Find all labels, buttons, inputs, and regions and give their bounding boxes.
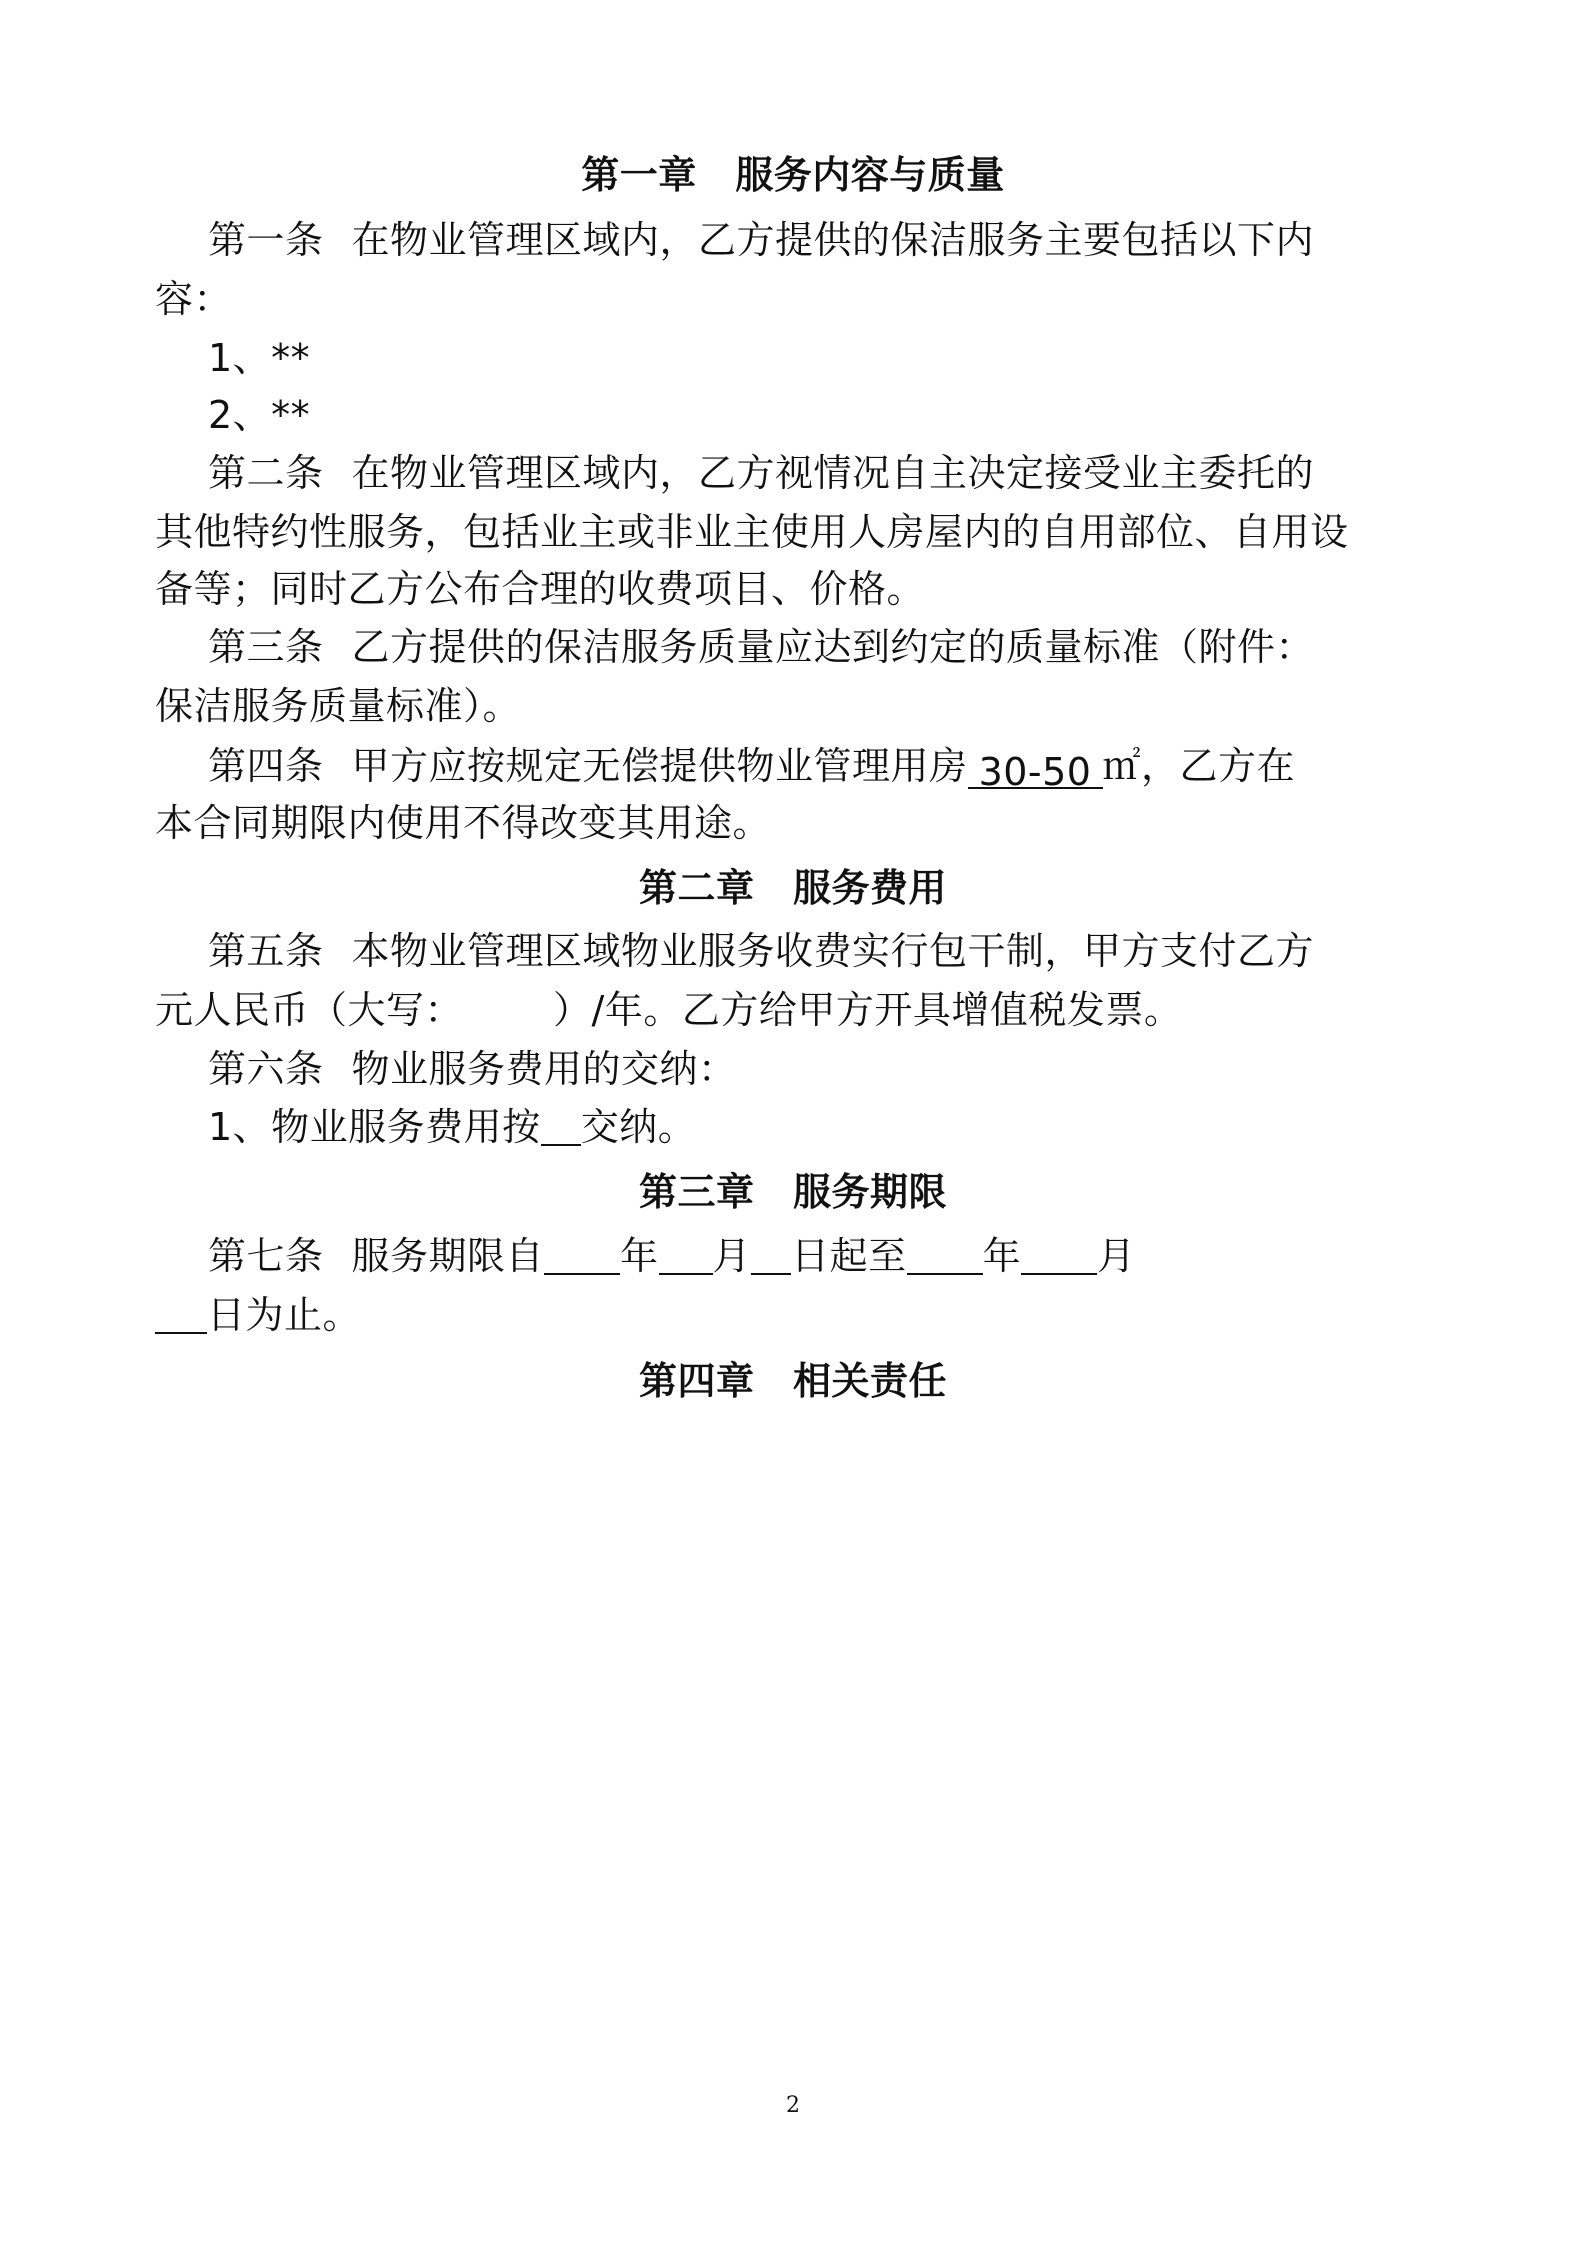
article6-item1 xyxy=(208,1102,696,1152)
end-day-blank xyxy=(155,1292,207,1334)
end-year-label: 年 xyxy=(982,1234,1022,1278)
article5-label: 第五条 xyxy=(208,929,324,973)
article5-line1 xyxy=(208,926,1314,976)
article7-line2 xyxy=(155,1290,361,1340)
article2-label: 第二条 xyxy=(208,451,324,495)
end-month-label: 月 xyxy=(1097,1234,1136,1278)
article1-label: 第一条 xyxy=(208,218,324,262)
article4-text-after: ㎡，乙方在 xyxy=(1102,744,1296,788)
article3-text: 乙方提供的保洁服务质量应达到约定的质量标准（附件： xyxy=(351,625,1315,669)
start-month-label: 月 xyxy=(712,1234,752,1278)
article5-text-b: ）/年。乙方给甲方开具增值税发票。 xyxy=(553,988,1183,1032)
chapter2-heading: 第二章 服务费用 xyxy=(638,866,947,910)
article3-line1 xyxy=(208,622,1314,672)
article6-item1-a: 1、物业服务费用按 xyxy=(208,1105,541,1149)
chapter1-heading: 第一章 服务内容与质量 xyxy=(581,153,1005,197)
end-year-blank xyxy=(907,1233,983,1275)
article7-line2-text: 日为止。 xyxy=(207,1293,362,1337)
article4-text-before: 甲方应按规定无偿提供物业管理用房 xyxy=(351,744,968,788)
article3-label: 第三条 xyxy=(208,625,324,669)
end-month-blank xyxy=(1021,1233,1097,1275)
article3-line2: 保洁服务质量标准）。 xyxy=(155,684,522,728)
article6-item1-b: 交纳。 xyxy=(580,1105,697,1149)
article1-item-1: 1、** xyxy=(208,336,311,380)
article4-label: 第四条 xyxy=(208,744,324,788)
area-value: 30-50 xyxy=(978,750,1092,794)
article4-line2: 本合同期限内使用不得改变其用途。 xyxy=(155,801,772,845)
chapter4-heading: 第四章 相关责任 xyxy=(638,1359,947,1403)
article2-line2: 其他特约性服务，包括业主或非业主使用人房屋内的自用部位、自用设 xyxy=(155,510,1349,554)
article1-item-2: 2、** xyxy=(208,393,311,437)
article2-text: 在物业管理区域内，乙方视情况自主决定接受业主委托的 xyxy=(351,451,1315,495)
article5-text: 本物业管理区域物业服务收费实行包干制，甲方支付乙方 xyxy=(351,929,1315,973)
start-day-blank xyxy=(751,1233,791,1275)
page-number: 2 xyxy=(786,2093,800,2118)
start-year-blank xyxy=(544,1233,620,1275)
payment-method-blank xyxy=(541,1104,581,1146)
article1-text: 在物业管理区域内，乙方提供的保洁服务主要包括以下内 xyxy=(351,218,1315,262)
article1-line2: 容： xyxy=(155,277,233,321)
start-year-label: 年 xyxy=(620,1234,659,1278)
article2-line1 xyxy=(208,448,1314,498)
article6-text: 物业服务费用的交纳： xyxy=(351,1047,737,1091)
chapter3-heading: 第三章 服务期限 xyxy=(638,1170,947,1214)
article7-text-a: 服务期限自 xyxy=(351,1234,545,1278)
article5-line2 xyxy=(155,985,1182,1035)
area-value-blank xyxy=(968,747,1103,794)
article7-line1 xyxy=(208,1231,1136,1281)
article7-label: 第七条 xyxy=(208,1234,324,1278)
article2-line3: 备等；同时乙方公布合理的收费项目、价格。 xyxy=(155,567,926,611)
start-day-label: 日起至 xyxy=(791,1234,907,1278)
article1-line1 xyxy=(208,215,1314,265)
start-month-blank xyxy=(659,1233,713,1275)
article5-text-a: 元人民币（大写： xyxy=(155,988,464,1032)
article4-line1 xyxy=(208,741,1296,794)
article6-label: 第六条 xyxy=(208,1047,324,1091)
article6-line1 xyxy=(208,1044,737,1094)
